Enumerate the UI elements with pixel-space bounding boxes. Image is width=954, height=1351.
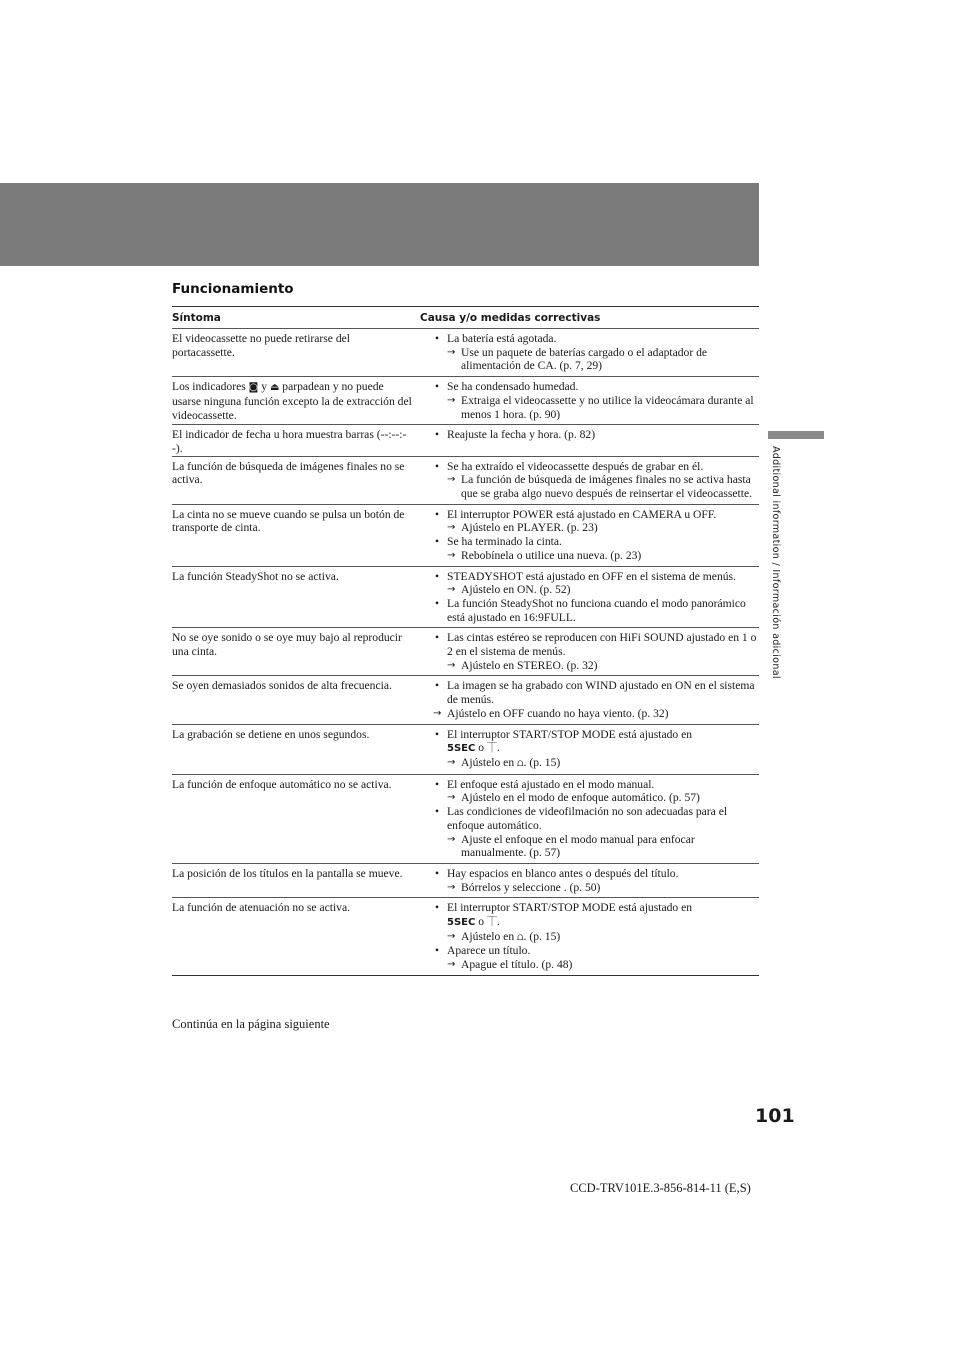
- indicator-icon: ⏏: [269, 382, 280, 394]
- side-tab-label: Additional information / Información adicional: [770, 446, 781, 679]
- symptom-cell: No se oye sonido o se oye muy bajo al reproducir una cinta.: [172, 631, 402, 659]
- section-title: Funcionamiento: [172, 281, 294, 297]
- cause-item: • Reajuste la fecha y hora. (p. 82): [420, 428, 759, 442]
- cause-item: • Se ha condensado humedad.: [420, 380, 759, 394]
- cause-cell: [420, 676, 759, 723]
- mode-icon: ⩍: [517, 931, 524, 943]
- cause-cell: [420, 725, 759, 774]
- mode-line: [420, 915, 759, 930]
- table-row: [172, 377, 759, 425]
- table-header: [172, 307, 759, 329]
- symptom-cell: La cinta no se mueve cuando se pulsa un botón de transporte de cinta.: [172, 507, 405, 535]
- cause-cell: [420, 628, 759, 675]
- cause-cell: [420, 457, 759, 504]
- mode-end: .: [496, 915, 500, 929]
- mode-icon: ⏉: [486, 743, 497, 755]
- mode-separator: o: [475, 741, 487, 755]
- cause-item: • La función SteadyShot no funciona cuando el modo panorámico está ajustado en 16:9FULL.: [420, 597, 759, 624]
- mode-line: [420, 741, 759, 756]
- header-symptom: Síntoma: [172, 311, 221, 324]
- symptom-cell: La grabación se detiene en unos segundos.: [172, 727, 370, 741]
- remedy-item: → Ajústelo en el modo de enfoque automático. (p. 57): [420, 791, 759, 805]
- remedy-item: [420, 930, 759, 945]
- table-row: [172, 457, 759, 505]
- cause-cell: [420, 864, 759, 897]
- cause-item: • Las cintas estéreo se reproducen con HiFi SOUND ajustado en 1 o 2 en el sistema de menús.: [420, 631, 759, 658]
- troubleshooting-table: [172, 306, 759, 976]
- symptom-cell: [172, 377, 420, 424]
- symptom-cell: La función de búsqueda de imágenes finales no se activa.: [172, 459, 405, 487]
- symptom-cell: Se oyen demasiados sonidos de alta frecuencia.: [172, 679, 392, 693]
- remedy-item: → La función de búsqueda de imágenes finales no se activa hasta que se graba algo nuevo después de reinsertar el videocassette.: [420, 473, 759, 500]
- table-row: [172, 505, 759, 567]
- remedy-item: → Ajuste el enfoque en el modo manual para enfocar manualmente. (p. 57): [420, 833, 759, 860]
- symptom-text: y: [258, 380, 270, 394]
- table-row: [172, 329, 759, 377]
- cause-item: • Se ha terminado la cinta.: [420, 535, 759, 549]
- table-body: [172, 329, 759, 976]
- remedy-text: Ajústelo en: [461, 929, 518, 943]
- table-row: [172, 425, 759, 456]
- symptom-cell: La posición de los títulos en la pantalla se mueve.: [172, 866, 403, 880]
- remedy-item: → Use un paquete de baterías cargado o el adaptador de alimentación de CA. (p. 7, 29): [420, 346, 759, 373]
- table-row: [172, 628, 759, 676]
- table-row: [172, 676, 759, 724]
- cause-item: • Las condiciones de videofilmación no son adecuadas para el enfoque automático.: [420, 805, 759, 832]
- table-row: [172, 567, 759, 629]
- mode-label: 5SEC: [447, 917, 476, 929]
- remedy-item: → Ajústelo en OFF cuando no haya viento. (p. 32): [420, 707, 759, 721]
- symptom-cell: La función de enfoque automático no se activa.: [172, 777, 392, 791]
- remedy-item: → Ajústelo en STEREO. (p. 32): [420, 659, 759, 673]
- mode-icon: ⏉: [486, 917, 497, 929]
- remedy-item: → Apague el título. (p. 48): [420, 958, 759, 972]
- symptom-text: parpadean y no puede usarse ninguna función excepto la de extracción del videocassette.: [172, 380, 412, 422]
- cause-cell: [420, 377, 759, 424]
- side-tab: [768, 431, 824, 439]
- symptom-text: Los indicadores: [172, 380, 249, 394]
- symptom-cell: La función SteadyShot no se activa.: [172, 569, 339, 583]
- symptom-cell: La función de atenuación no se activa.: [172, 901, 351, 915]
- cause-item: • Se ha extraído el videocassette después de grabar en él.: [420, 460, 759, 474]
- cause-cell: [420, 425, 759, 455]
- cause-item: • El interruptor POWER está ajustado en CAMERA u OFF.: [420, 508, 759, 522]
- cause-cell: [420, 898, 759, 975]
- symptom-cell: El videocassette no puede retirarse del portacassette.: [172, 332, 351, 359]
- mode-end: .: [496, 741, 500, 755]
- cause-item: • Aparece un título.: [420, 944, 759, 958]
- cause-item: • El interruptor START/STOP MODE está ajustado en: [420, 728, 759, 742]
- remedy-text: . (p. 15): [523, 929, 561, 943]
- remedy-item: → Ajústelo en PLAYER. (p. 23): [420, 521, 759, 535]
- cause-item: • El interruptor START/STOP MODE está ajustado en: [420, 901, 759, 915]
- cause-item: • La batería está agotada.: [420, 332, 759, 346]
- table-row: [172, 725, 759, 775]
- cause-item: • La imagen se ha grabado con WIND ajustado en ON en el sistema de menús.: [420, 679, 759, 706]
- mode-separator: o: [475, 915, 487, 929]
- remedy-text: . (p. 15): [523, 755, 561, 769]
- remedy-item: → Extraiga el videocassette y no utilice la videocámara durante al menos 1 hora. (p. 90): [420, 394, 759, 421]
- mode-icon: ⩍: [517, 757, 524, 769]
- header-band: [0, 183, 759, 266]
- cause-item: • Hay espacios en blanco antes o después del título.: [420, 867, 759, 881]
- cause-cell: [420, 567, 759, 628]
- cause-cell: [420, 329, 759, 376]
- cause-item: • El enfoque está ajustado en el modo manual.: [420, 778, 759, 792]
- table-row: [172, 775, 759, 864]
- remedy-text: Ajústelo en: [461, 755, 518, 769]
- mode-label: 5SEC: [447, 743, 476, 755]
- symptom-cell: El indicador de fecha u hora muestra barras (--:--:--).: [172, 428, 407, 455]
- remedy-item: → Rebobínela o utilice una nueva. (p. 23): [420, 549, 759, 563]
- page-number: 101: [755, 1105, 795, 1127]
- header-cause: Causa y/o medidas correctivas: [420, 311, 601, 324]
- cause-cell: [420, 505, 759, 566]
- indicator-icon: ◙: [248, 382, 259, 394]
- remedy-item: [420, 756, 759, 771]
- continue-note: Continúa en la página siguiente: [172, 1017, 330, 1031]
- remedy-item: → Ajústelo en ON. (p. 52): [420, 583, 759, 597]
- cause-cell: [420, 775, 759, 863]
- model-code: CCD-TRV101E.3-856-814-11 (E,S): [570, 1181, 751, 1195]
- remedy-item: → Bórrelos y seleccione . (p. 50): [420, 881, 759, 895]
- table-row: [172, 898, 759, 976]
- table-row: [172, 864, 759, 898]
- cause-item: • STEADYSHOT está ajustado en OFF en el sistema de menús.: [420, 570, 759, 584]
